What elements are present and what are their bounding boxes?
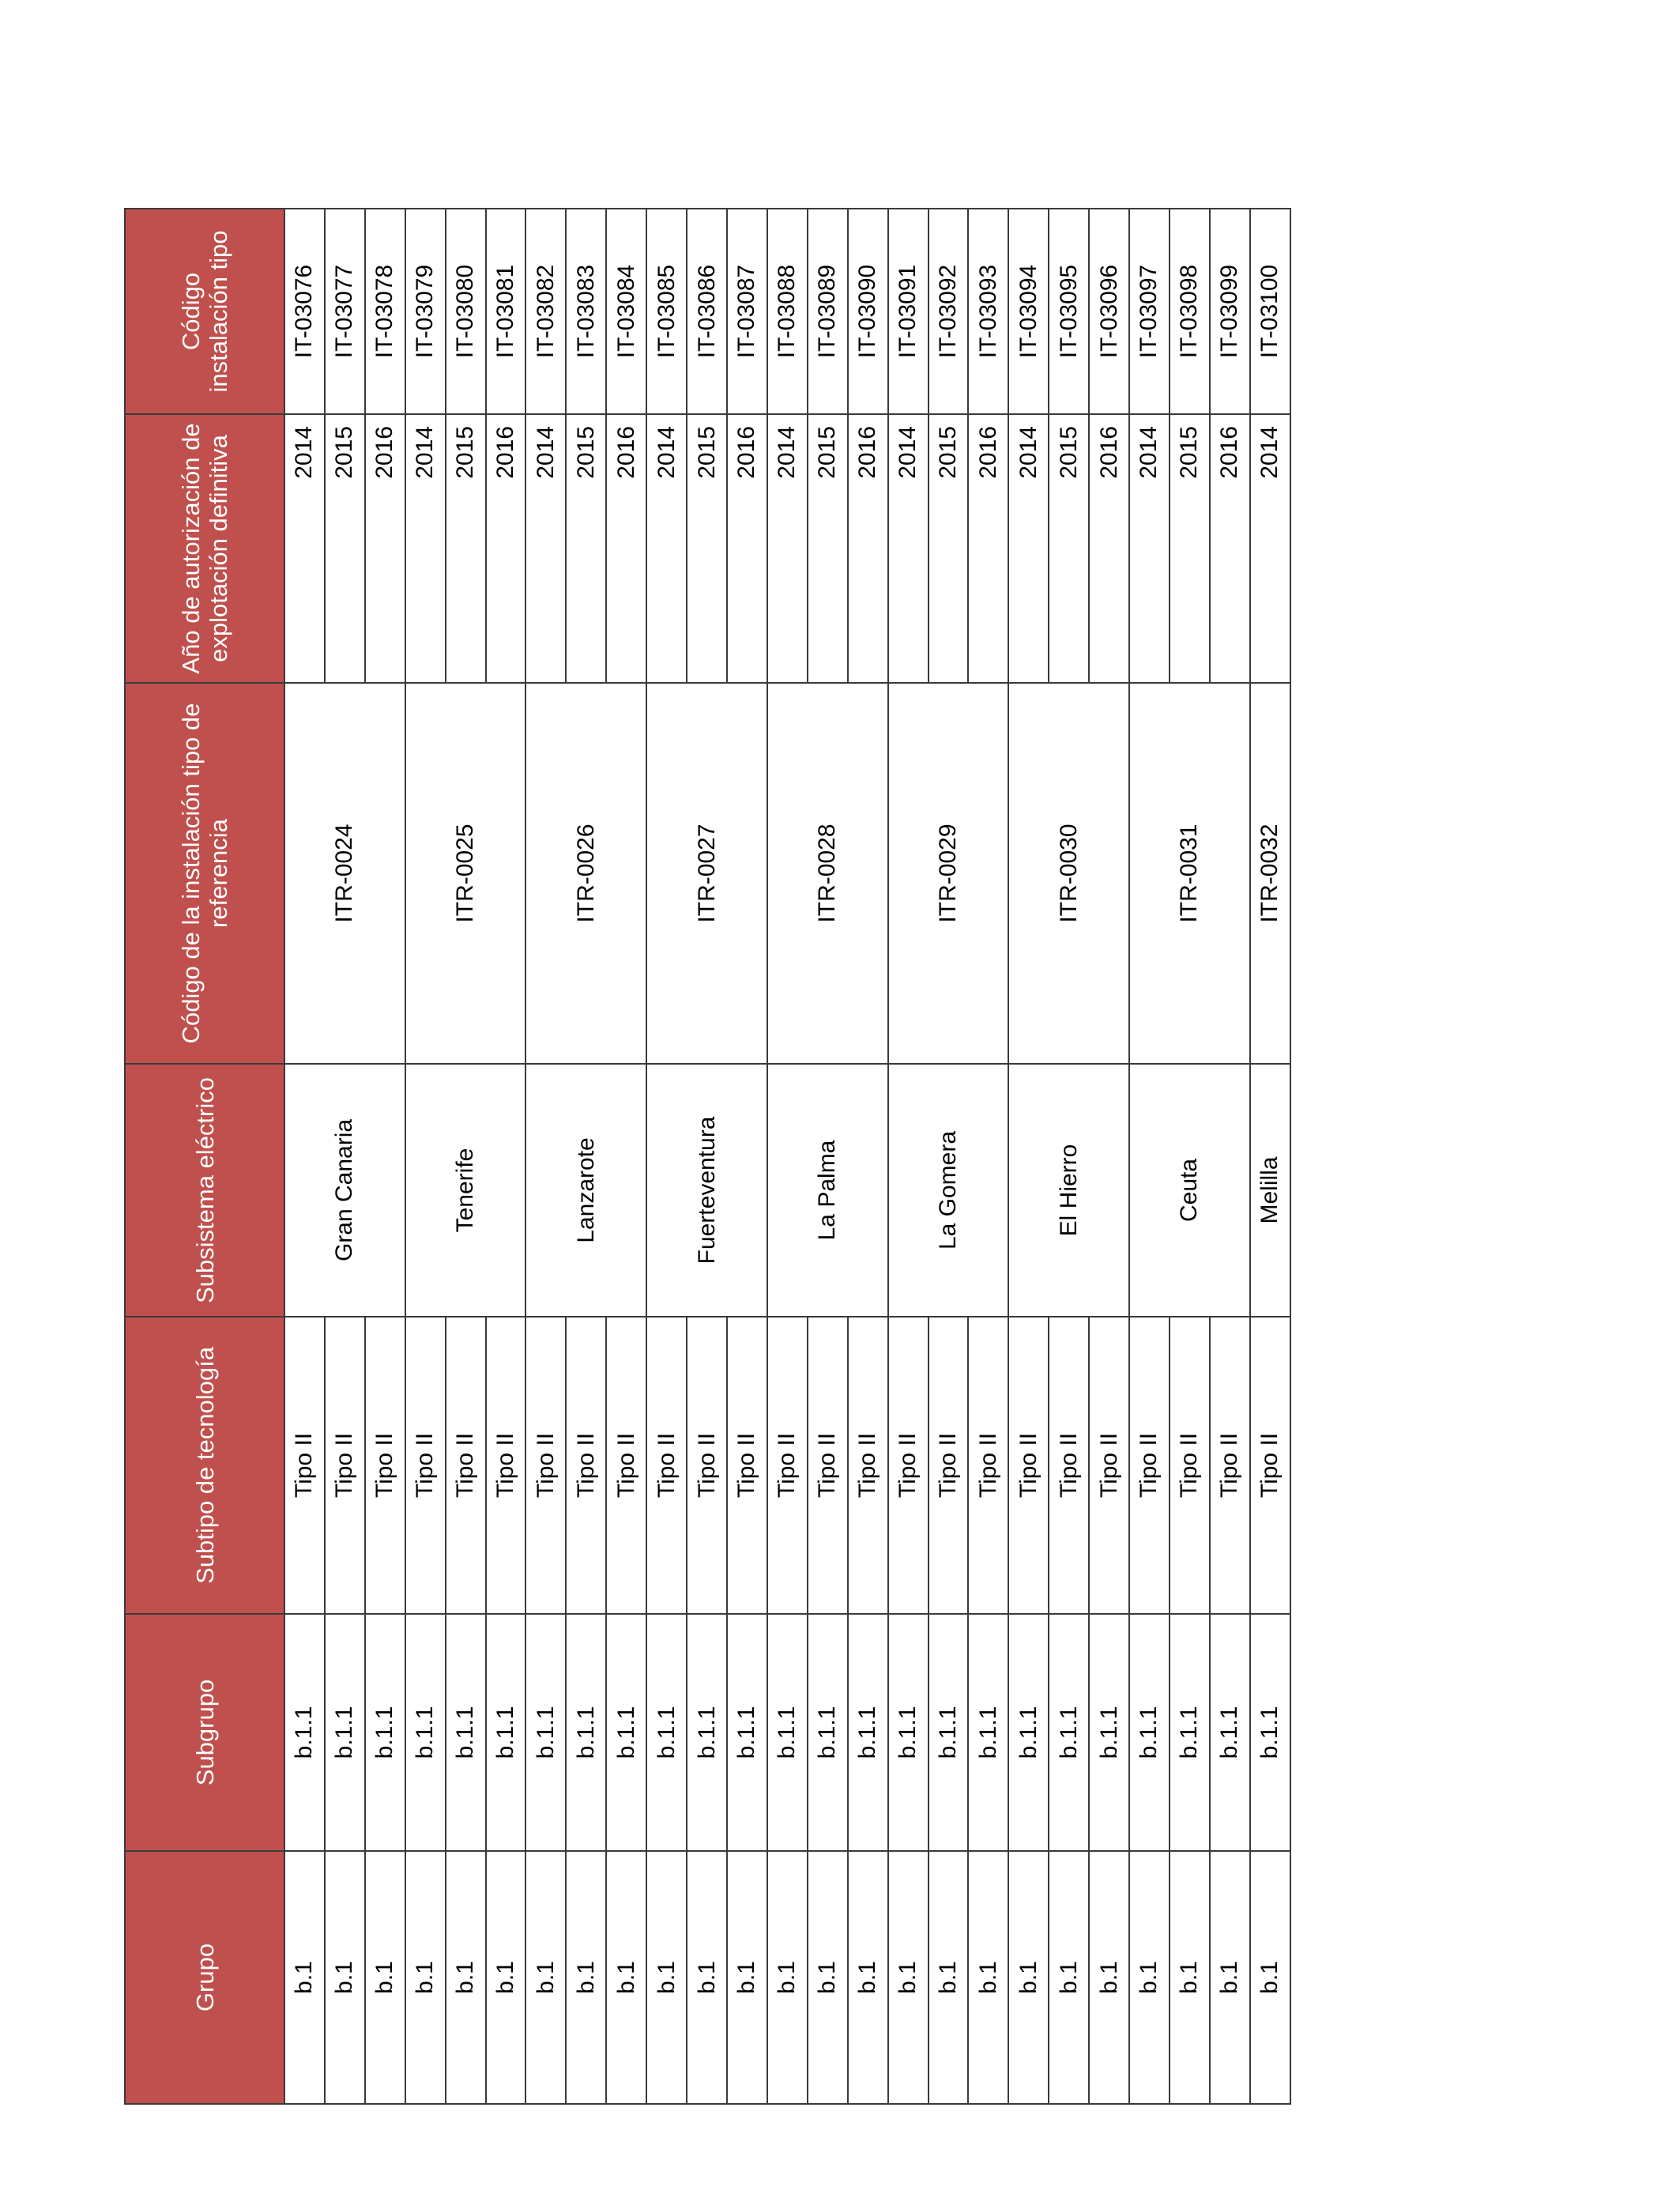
header-codigo-ref: Código de la instalación tipo de referencia bbox=[125, 683, 284, 1064]
cell-codigo-it: IT-03087 bbox=[727, 209, 767, 414]
cell-codigo-it: IT-03096 bbox=[1089, 209, 1129, 414]
table-row bbox=[646, 209, 687, 2104]
cell-subtipo: Tipo II bbox=[848, 1317, 888, 1614]
cell-grupo: b.1 bbox=[365, 1851, 405, 2104]
cell-grupo: b.1 bbox=[1210, 1851, 1250, 2104]
cell-grupo: b.1 bbox=[687, 1851, 727, 2104]
cell-subtipo: Tipo II bbox=[808, 1317, 848, 1614]
cell-subsistema: Tenerife bbox=[405, 1064, 526, 1317]
cell-subgrupo: b.1.1 bbox=[808, 1614, 848, 1851]
cell-subtipo: Tipo II bbox=[525, 1317, 566, 1614]
cell-subgrupo: b.1.1 bbox=[365, 1614, 405, 1851]
cell-subgrupo: b.1.1 bbox=[325, 1614, 365, 1851]
cell-anio: 2014 bbox=[767, 414, 808, 683]
cell-anio: 2014 bbox=[888, 414, 929, 683]
cell-codigo-it: IT-03077 bbox=[325, 209, 365, 414]
cell-anio: 2016 bbox=[727, 414, 767, 683]
cell-grupo: b.1 bbox=[1170, 1851, 1210, 2104]
cell-codigo-ref: ITR-0030 bbox=[1008, 683, 1129, 1064]
rotated-table-wrapper bbox=[124, 209, 1291, 2105]
cell-anio: 2015 bbox=[1049, 414, 1089, 683]
cell-subgrupo: b.1.1 bbox=[848, 1614, 888, 1851]
cell-subtipo: Tipo II bbox=[968, 1317, 1008, 1614]
cell-subsistema: El Hierro bbox=[1008, 1064, 1129, 1317]
cell-grupo: b.1 bbox=[929, 1851, 969, 2104]
cell-anio: 2015 bbox=[1170, 414, 1210, 683]
cell-anio: 2016 bbox=[1089, 414, 1129, 683]
table-row bbox=[405, 209, 446, 2104]
cell-subgrupo: b.1.1 bbox=[767, 1614, 808, 1851]
cell-grupo: b.1 bbox=[646, 1851, 687, 2104]
table-row bbox=[1129, 209, 1170, 2104]
table-row bbox=[1008, 209, 1049, 2104]
cell-subtipo: Tipo II bbox=[325, 1317, 365, 1614]
header-grupo: Grupo bbox=[125, 1851, 284, 2104]
cell-grupo: b.1 bbox=[848, 1851, 888, 2104]
cell-subgrupo: b.1.1 bbox=[446, 1614, 486, 1851]
table-row bbox=[525, 209, 566, 2104]
cell-grupo: b.1 bbox=[1089, 1851, 1129, 2104]
cell-codigo-it: IT-03094 bbox=[1008, 209, 1049, 414]
cell-grupo: b.1 bbox=[325, 1851, 365, 2104]
cell-subgrupo: b.1.1 bbox=[929, 1614, 969, 1851]
cell-anio: 2015 bbox=[566, 414, 606, 683]
cell-grupo: b.1 bbox=[1250, 1851, 1290, 2104]
cell-subtipo: Tipo II bbox=[767, 1317, 808, 1614]
cell-codigo-it: IT-03076 bbox=[284, 209, 325, 414]
cell-grupo: b.1 bbox=[446, 1851, 486, 2104]
cell-codigo-it: IT-03079 bbox=[405, 209, 446, 414]
cell-anio: 2016 bbox=[1210, 414, 1250, 683]
cell-subtipo: Tipo II bbox=[1008, 1317, 1049, 1614]
cell-subsistema: Fuerteventura bbox=[646, 1064, 767, 1317]
cell-subgrupo: b.1.1 bbox=[646, 1614, 687, 1851]
cell-subtipo: Tipo II bbox=[1089, 1317, 1129, 1614]
cell-subtipo: Tipo II bbox=[566, 1317, 606, 1614]
cell-codigo-ref: ITR-0026 bbox=[525, 683, 646, 1064]
header-subtipo: Subtipo de tecnología bbox=[125, 1317, 284, 1614]
cell-grupo: b.1 bbox=[1049, 1851, 1089, 2104]
cell-subgrupo: b.1.1 bbox=[888, 1614, 929, 1851]
table-body bbox=[284, 209, 1290, 2104]
cell-grupo: b.1 bbox=[606, 1851, 646, 2104]
cell-grupo: b.1 bbox=[1129, 1851, 1170, 2104]
cell-subtipo: Tipo II bbox=[1170, 1317, 1210, 1614]
cell-anio: 2014 bbox=[284, 414, 325, 683]
cell-subsistema: Lanzarote bbox=[525, 1064, 646, 1317]
cell-codigo-it: IT-03081 bbox=[486, 209, 526, 414]
cell-subtipo: Tipo II bbox=[365, 1317, 405, 1614]
cell-grupo: b.1 bbox=[968, 1851, 1008, 2104]
header-subgrupo: Subgrupo bbox=[125, 1614, 284, 1851]
cell-codigo-it: IT-03091 bbox=[888, 209, 929, 414]
cell-codigo-ref: ITR-0032 bbox=[1250, 683, 1290, 1064]
cell-grupo: b.1 bbox=[1008, 1851, 1049, 2104]
cell-anio: 2014 bbox=[1008, 414, 1049, 683]
cell-subgrupo: b.1.1 bbox=[1129, 1614, 1170, 1851]
cell-anio: 2014 bbox=[646, 414, 687, 683]
cell-codigo-it: IT-03082 bbox=[525, 209, 566, 414]
cell-codigo-it: IT-03097 bbox=[1129, 209, 1170, 414]
cell-subgrupo: b.1.1 bbox=[1210, 1614, 1250, 1851]
cell-anio: 2016 bbox=[606, 414, 646, 683]
cell-codigo-ref: ITR-0024 bbox=[284, 683, 405, 1064]
header-anio: Año de autorización de explotación definitiva bbox=[125, 414, 284, 683]
cell-anio: 2016 bbox=[968, 414, 1008, 683]
table-row bbox=[767, 209, 808, 2104]
table-row bbox=[1250, 209, 1290, 2104]
cell-codigo-ref: ITR-0025 bbox=[405, 683, 526, 1064]
cell-codigo-it: IT-03088 bbox=[767, 209, 808, 414]
cell-grupo: b.1 bbox=[767, 1851, 808, 2104]
cell-subtipo: Tipo II bbox=[1250, 1317, 1290, 1614]
cell-subtipo: Tipo II bbox=[888, 1317, 929, 1614]
cell-subtipo: Tipo II bbox=[486, 1317, 526, 1614]
cell-anio: 2014 bbox=[405, 414, 446, 683]
cell-codigo-it: IT-03093 bbox=[968, 209, 1008, 414]
cell-subgrupo: b.1.1 bbox=[1170, 1614, 1210, 1851]
cell-codigo-it: IT-03090 bbox=[848, 209, 888, 414]
cell-codigo-ref: ITR-0028 bbox=[767, 683, 888, 1064]
cell-subgrupo: b.1.1 bbox=[405, 1614, 446, 1851]
cell-grupo: b.1 bbox=[808, 1851, 848, 2104]
cell-subtipo: Tipo II bbox=[606, 1317, 646, 1614]
cell-subgrupo: b.1.1 bbox=[968, 1614, 1008, 1851]
cell-codigo-it: IT-03095 bbox=[1049, 209, 1089, 414]
cell-subgrupo: b.1.1 bbox=[1089, 1614, 1129, 1851]
cell-subtipo: Tipo II bbox=[284, 1317, 325, 1614]
cell-codigo-it: IT-03084 bbox=[606, 209, 646, 414]
cell-anio: 2015 bbox=[687, 414, 727, 683]
cell-subsistema: La Palma bbox=[767, 1064, 888, 1317]
cell-subgrupo: b.1.1 bbox=[566, 1614, 606, 1851]
cell-subgrupo: b.1.1 bbox=[525, 1614, 566, 1851]
cell-codigo-it: IT-03092 bbox=[929, 209, 969, 414]
cell-grupo: b.1 bbox=[727, 1851, 767, 2104]
cell-grupo: b.1 bbox=[888, 1851, 929, 2104]
installation-type-table bbox=[124, 208, 1291, 2105]
cell-anio: 2015 bbox=[929, 414, 969, 683]
cell-anio: 2015 bbox=[446, 414, 486, 683]
cell-codigo-it: IT-03086 bbox=[687, 209, 727, 414]
cell-subtipo: Tipo II bbox=[1129, 1317, 1170, 1614]
cell-codigo-ref: ITR-0027 bbox=[646, 683, 767, 1064]
cell-subgrupo: b.1.1 bbox=[687, 1614, 727, 1851]
header-subsistema: Subsistema eléctrico bbox=[125, 1064, 284, 1317]
cell-grupo: b.1 bbox=[405, 1851, 446, 2104]
cell-grupo: b.1 bbox=[566, 1851, 606, 2104]
header-row bbox=[125, 209, 284, 2104]
table-row bbox=[888, 209, 929, 2104]
cell-subgrupo: b.1.1 bbox=[486, 1614, 526, 1851]
cell-codigo-it: IT-03099 bbox=[1210, 209, 1250, 414]
cell-grupo: b.1 bbox=[486, 1851, 526, 2104]
cell-subtipo: Tipo II bbox=[727, 1317, 767, 1614]
cell-codigo-it: IT-03085 bbox=[646, 209, 687, 414]
cell-codigo-ref: ITR-0029 bbox=[888, 683, 1009, 1064]
cell-anio: 2014 bbox=[1129, 414, 1170, 683]
cell-subsistema: Gran Canaria bbox=[284, 1064, 405, 1317]
cell-anio: 2014 bbox=[525, 414, 566, 683]
cell-anio: 2016 bbox=[848, 414, 888, 683]
cell-subtipo: Tipo II bbox=[1049, 1317, 1089, 1614]
cell-subtipo: Tipo II bbox=[646, 1317, 687, 1614]
table-row bbox=[284, 209, 325, 2104]
cell-grupo: b.1 bbox=[525, 1851, 566, 2104]
cell-subgrupo: b.1.1 bbox=[606, 1614, 646, 1851]
cell-subsistema: Ceuta bbox=[1129, 1064, 1250, 1317]
cell-subsistema: La Gomera bbox=[888, 1064, 1009, 1317]
cell-codigo-it: IT-03080 bbox=[446, 209, 486, 414]
cell-codigo-it: IT-03098 bbox=[1170, 209, 1210, 414]
cell-subgrupo: b.1.1 bbox=[727, 1614, 767, 1851]
cell-codigo-it: IT-03078 bbox=[365, 209, 405, 414]
cell-subtipo: Tipo II bbox=[929, 1317, 969, 1614]
cell-subgrupo: b.1.1 bbox=[1049, 1614, 1089, 1851]
cell-codigo-it: IT-03100 bbox=[1250, 209, 1290, 414]
cell-subgrupo: b.1.1 bbox=[1008, 1614, 1049, 1851]
cell-subsistema: Melilla bbox=[1250, 1064, 1290, 1317]
cell-anio: 2015 bbox=[325, 414, 365, 683]
cell-anio: 2016 bbox=[486, 414, 526, 683]
cell-subgrupo: b.1.1 bbox=[284, 1614, 325, 1851]
cell-subgrupo: b.1.1 bbox=[1250, 1614, 1290, 1851]
cell-subtipo: Tipo II bbox=[1210, 1317, 1250, 1614]
cell-anio: 2014 bbox=[1250, 414, 1290, 683]
cell-codigo-it: IT-03083 bbox=[566, 209, 606, 414]
cell-subtipo: Tipo II bbox=[405, 1317, 446, 1614]
cell-anio: 2015 bbox=[808, 414, 848, 683]
cell-subtipo: Tipo II bbox=[446, 1317, 486, 1614]
cell-grupo: b.1 bbox=[284, 1851, 325, 2104]
header-codigo-it: Código instalación tipo bbox=[125, 209, 284, 414]
cell-anio: 2016 bbox=[365, 414, 405, 683]
cell-codigo-ref: ITR-0031 bbox=[1129, 683, 1250, 1064]
cell-subtipo: Tipo II bbox=[687, 1317, 727, 1614]
cell-codigo-it: IT-03089 bbox=[808, 209, 848, 414]
